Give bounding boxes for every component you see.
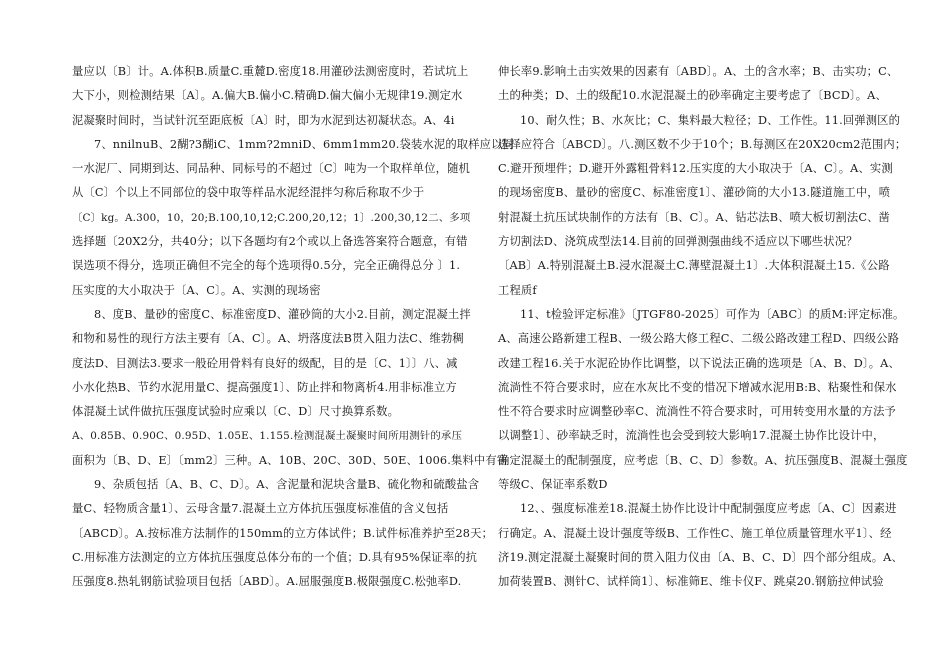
- text-line: C.避开预埋件；D.避开外露粗骨料12.压实度的大小取决于〔A、C〕。A、实测: [498, 162, 893, 176]
- text-line: 行确定。A、混凝土设计强度等级B、工作性C、施工单位质量管理水平1〕、经: [498, 526, 892, 540]
- text-line: 〔ABCD〕。A.按标准方法制作的150mm的立方体试件；B.试件标准养护至28天；: [72, 526, 494, 540]
- text-line: 土的种类；D、土的级配10.水泥混凝土的砂率确定主要考虑了〔BCD〕。A、: [498, 89, 887, 103]
- text-line: 方切割法D、浇筑成型法14.目前的回弹测强曲线不适应以下哪些状况？: [498, 235, 858, 249]
- text-line: 和物和易性的现行方法主要有〔A、C〕。A、坍落度法B贯入阻力法C、维勃稠: [72, 332, 464, 346]
- text-line: 9、杂质包括〔A、B、C、D〕。A、含泥量和泥块含量B、硫化物和硫酸盐含: [94, 478, 480, 492]
- text-line: 10、耐久性；B、水灰比；C、集料最大粒径；D、工作性。11.回弹测区的: [520, 113, 901, 127]
- text-line: 伸长率9.影响土击实效果的因素有〔ABD〕。A、土的含水率；B、击实功；C、: [498, 65, 899, 78]
- text-line: 等级C、保证率系数D: [498, 478, 608, 492]
- text-line: 从〔C〕个以上不同部位的袋中取等样品水泥经混拌匀称后称取不少于: [72, 186, 425, 200]
- text-line: 确定混凝土的配制强度，应考虑〔B、C、D〕参数。A、抗压强度B、混凝土强度: [498, 453, 908, 467]
- text-line: 加荷装置B、测针C、试样筒1〕、标准筛E、维卡仪F、跳桌20.钢筋拉伸试验: [498, 575, 884, 589]
- text-line: 〔AB〕A.特别混凝土B.浸水混凝土C.薄壁混凝土1〕.大体积混凝土15.《公路: [498, 259, 890, 273]
- text-line: A、高速公路新建工程B、一级公路大修工程C、二级公路改建工程D、四级公路: [498, 332, 900, 346]
- text-line: 大下小，则检测结果〔A〕。A.偏大B.偏小C.精确D.偏大偏小无规律19.测定水: [72, 89, 463, 103]
- text-line: 的现场密度B、量砂的密度C、标准密度1〕、灌砂筒的大小13.隧道施工中，喷: [498, 186, 891, 200]
- text-line: 度法D、目测法3.要求一般砼用骨料有良好的级配，目的是〔C、1〕〕八、减: [72, 356, 458, 370]
- text-line: 〔C〕kg。A.300，10，20;B.100,10,12;C.200,20,12；1〕.200,30,12二、多项: [72, 211, 471, 224]
- text-line: 工程质f: [498, 283, 537, 297]
- text-line: 选择应符合〔ABCD〕。八.测区数不少于10个；B.每测区在20X20cm2范围内；: [498, 137, 907, 151]
- right-text-column: [498, 60, 908, 595]
- text-line: 改建工程16.关于水泥砼协作比调整，以下说法正确的选项是〔A、B、D〕。A、: [498, 356, 900, 370]
- text-line: 体混凝土试件做抗压强度试验时应乘以〔C、D〕尺寸换算系数。: [72, 405, 400, 419]
- text-line: 面积为〔B、D、E〕〔mm2〕三种。A、10B、20C、30D、50E、1006.集料中有害: [72, 453, 509, 467]
- text-line: 7、nnilnuB、2醐?3醐iC、1mm?2mniD、6mm1mm20.袋装水泥的取样应以同: [94, 137, 515, 151]
- text-line: 11、t检验评定标准》〔JTGF80-2025〕可作为〔ABC〕的质M:评定标准。: [520, 307, 905, 321]
- text-line: 误选项不得分，选项正确但不完全的每个选项得0.5分，完全正确得总分 〕1.: [72, 259, 461, 273]
- text-line: C.用标准方法测定的立方体抗压强度总体分布的一个值；D.具有95%保证率的抗: [72, 550, 478, 564]
- text-line: 小水化热B、节约水泥用量C、提高强度1〕、防止拌和物离析4.用非标准立方: [72, 380, 457, 394]
- text-line: 一水泥厂、同期到达、同品种、同标号的不超过〔C〕吨为一个取样单位，随机: [72, 162, 470, 176]
- text-line: 压实度的大小取决于〔A、C〕。A、实测的现场密: [72, 283, 321, 297]
- text-line: 泥凝聚时间时，当试针沉至距底板〔A〕时，即为水泥到达初凝状态。A、4i: [72, 113, 455, 127]
- text-line: 济19.测定混凝土凝聚时间的贯入阻力仪由〔A、B、C、D〕四个部分组成。A、: [498, 550, 903, 564]
- text-line: 量C、轻物质含量1〕、云母含量7.混凝土立方体抗压强度标准值的含义包括: [72, 502, 449, 516]
- text-line: 性不符合要求时应调整砂率C、流淌性不符合要求时，可用转变用水量的方法予: [498, 405, 896, 419]
- text-line: 射混凝土抗压试块制作的方法有〔B、C〕。A、钻芯法B、喷大板切割法C、凿: [498, 210, 891, 224]
- text-line: 选择题〔20X2分，共40分；以下各题均有2个或以上备选答案符合题意，有错: [72, 235, 468, 249]
- text-line: 流淌性不符合要求时，应在水灰比不变的惜况下增减水泥用B:B、粘聚性和保水: [498, 380, 897, 394]
- text-line: A、0.85B、0.90C、0.95D、1.05E、1.155.检测混凝土凝聚时间所用测针的承压: [72, 430, 462, 443]
- text-line: 8、度B、量砂的密度C、标准密度D、灌砂筒的大小2.目前，测定混凝土拌: [94, 307, 471, 321]
- text-line: 量应以〔B〕计。A.体积B.质量C.重麓D.密度18.用灌砂法测密度时，若试坑上: [72, 65, 469, 78]
- left-text-column: [72, 60, 515, 595]
- text-line: 压强度8.热轧钢筋试验项目包括〔ABD〕。A.屈服强度B.极限强度C.松弛率D.: [72, 575, 462, 589]
- text-line: 12、、强度标准差18.混凝土协作比设计中配制强度应考虑〔A、C〕因素进: [520, 502, 897, 516]
- text-line: 以调整1〕、砂率缺乏时，流淌性也会受到较大影响17.混凝土协作比设计中，: [498, 429, 885, 443]
